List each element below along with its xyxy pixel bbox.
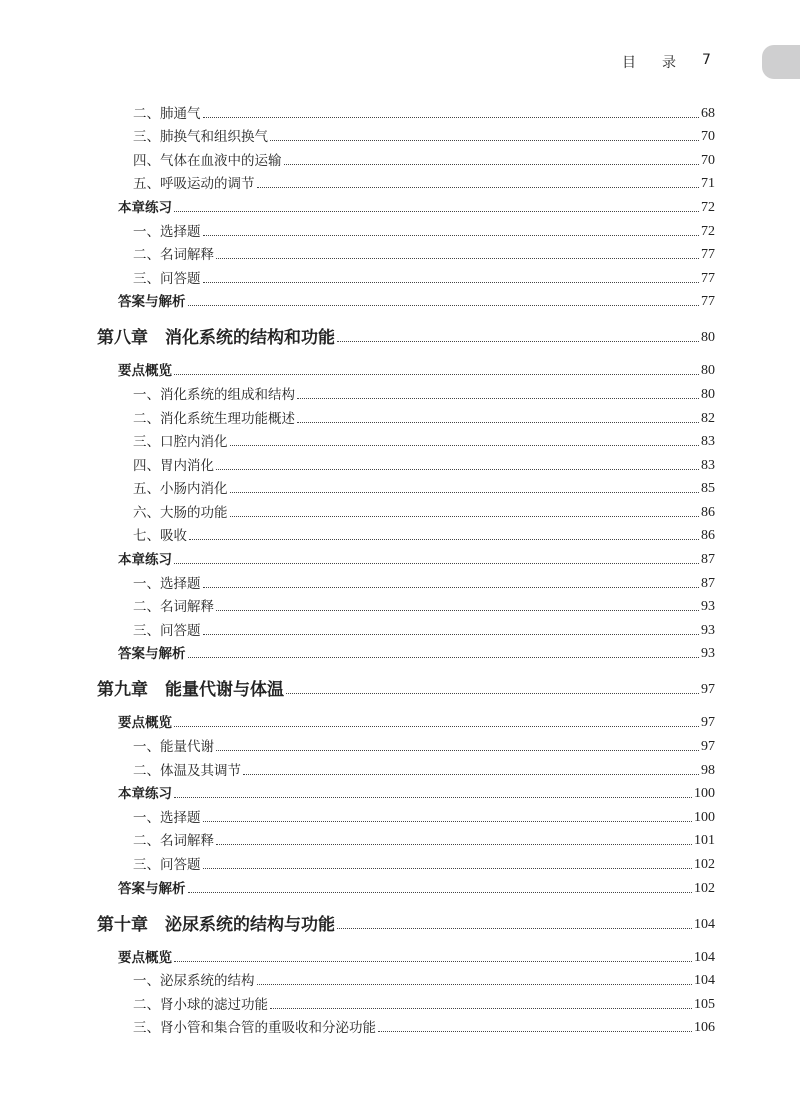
entry-title: 本章练习 bbox=[118, 786, 172, 803]
page-number: 7 bbox=[702, 52, 711, 68]
entry-page: 77 bbox=[701, 247, 715, 263]
entry-page: 85 bbox=[701, 481, 715, 497]
entry-page: 70 bbox=[701, 129, 715, 145]
dot-leader bbox=[203, 634, 700, 635]
entry-page: 70 bbox=[701, 152, 715, 168]
dot-leader bbox=[203, 235, 700, 236]
entry-page: 71 bbox=[701, 176, 715, 192]
subsection-entry[interactable] bbox=[0, 803, 715, 827]
dot-leader bbox=[203, 587, 700, 588]
subsection-entry[interactable] bbox=[0, 99, 715, 123]
dot-leader bbox=[257, 984, 693, 985]
chapter-entry[interactable] bbox=[0, 910, 715, 934]
subsection-entry[interactable] bbox=[0, 451, 715, 475]
dot-leader bbox=[174, 374, 699, 375]
entry-title: 答案与解析 bbox=[118, 646, 186, 663]
entry-title: 三、问答题 bbox=[133, 856, 201, 873]
dot-leader bbox=[216, 750, 699, 751]
subsection-entry[interactable] bbox=[0, 498, 715, 522]
dot-leader bbox=[297, 398, 699, 399]
chapter-entry[interactable] bbox=[0, 676, 715, 700]
entry-title: 一、泌尿系统的结构 bbox=[133, 973, 255, 990]
entry-page: 68 bbox=[701, 105, 715, 121]
entry-title: 答案与解析 bbox=[118, 294, 186, 311]
entry-page: 100 bbox=[694, 786, 715, 802]
entry-title: 三、问答题 bbox=[133, 622, 201, 639]
entry-title: 答案与解析 bbox=[118, 880, 186, 897]
dot-leader bbox=[230, 445, 700, 446]
dot-leader bbox=[203, 117, 700, 118]
section-entry[interactable] bbox=[0, 357, 715, 381]
entry-page: 104 bbox=[694, 949, 715, 965]
dot-leader bbox=[174, 797, 692, 798]
subsection-entry[interactable] bbox=[0, 475, 715, 499]
subsection-entry[interactable] bbox=[0, 1014, 715, 1038]
dot-leader bbox=[189, 539, 699, 540]
subsection-entry[interactable] bbox=[0, 756, 715, 780]
dot-leader bbox=[203, 821, 693, 822]
entry-page: 86 bbox=[701, 504, 715, 520]
entry-title: 要点概览 bbox=[118, 949, 172, 966]
entry-title: 三、肺换气和组织换气 bbox=[133, 129, 268, 146]
entry-title: 二、名词解释 bbox=[133, 599, 214, 616]
header-section-char-2: 录 bbox=[662, 55, 676, 71]
entry-page: 80 bbox=[701, 330, 715, 346]
dot-leader bbox=[188, 657, 700, 658]
entry-page: 80 bbox=[701, 386, 715, 402]
subsection-entry[interactable] bbox=[0, 146, 715, 170]
entry-title: 一、选择题 bbox=[133, 809, 201, 826]
entry-page: 106 bbox=[694, 1020, 715, 1036]
entry-page: 82 bbox=[701, 410, 715, 426]
entry-title: 二、肾小球的滤过功能 bbox=[133, 996, 268, 1013]
entry-title: 六、大肠的功能 bbox=[133, 504, 228, 521]
subsection-entry[interactable] bbox=[0, 616, 715, 640]
dot-leader bbox=[230, 516, 700, 517]
entry-page: 93 bbox=[701, 599, 715, 615]
subsection-entry[interactable] bbox=[0, 967, 715, 991]
dot-leader bbox=[286, 693, 699, 694]
dot-leader bbox=[216, 258, 699, 259]
dot-leader bbox=[297, 422, 699, 423]
entry-title: 三、肾小管和集合管的重吸收和分泌功能 bbox=[133, 1020, 376, 1037]
table-of-contents bbox=[0, 99, 800, 1037]
dot-leader bbox=[188, 305, 700, 306]
entry-title: 四、胃内消化 bbox=[133, 457, 214, 474]
dot-leader bbox=[337, 341, 699, 342]
entry-page: 72 bbox=[701, 223, 715, 239]
dot-leader bbox=[174, 961, 692, 962]
entry-page: 83 bbox=[701, 434, 715, 450]
entry-page: 104 bbox=[694, 973, 715, 989]
subsection-entry[interactable] bbox=[0, 569, 715, 593]
section-entry[interactable] bbox=[0, 780, 715, 804]
entry-title: 五、小肠内消化 bbox=[133, 481, 228, 498]
dot-leader bbox=[174, 726, 699, 727]
section-entry[interactable] bbox=[0, 640, 715, 664]
entry-page: 87 bbox=[701, 575, 715, 591]
subsection-entry[interactable] bbox=[0, 827, 715, 851]
subsection-entry[interactable] bbox=[0, 428, 715, 452]
entry-title: 第九章 能量代谢与体温 bbox=[97, 680, 284, 701]
subsection-entry[interactable] bbox=[0, 593, 715, 617]
subsection-entry[interactable] bbox=[0, 264, 715, 288]
dot-leader bbox=[174, 211, 699, 212]
entry-page: 100 bbox=[694, 809, 715, 825]
entry-page: 93 bbox=[701, 646, 715, 662]
dot-leader bbox=[188, 892, 693, 893]
entry-title: 三、问答题 bbox=[133, 270, 201, 287]
chapter-entry[interactable] bbox=[0, 324, 715, 348]
subsection-entry[interactable] bbox=[0, 522, 715, 546]
entry-title: 四、气体在血液中的运输 bbox=[133, 152, 282, 169]
subsection-entry[interactable] bbox=[0, 241, 715, 265]
entry-page: 77 bbox=[701, 294, 715, 310]
dot-leader bbox=[378, 1031, 692, 1032]
entry-title: 五、呼吸运动的调节 bbox=[133, 176, 255, 193]
entry-title: 一、消化系统的组成和结构 bbox=[133, 386, 295, 403]
entry-page: 97 bbox=[701, 739, 715, 754]
entry-title: 要点概览 bbox=[118, 715, 172, 732]
entry-page: 101 bbox=[694, 833, 715, 849]
entry-title: 七、吸收 bbox=[133, 528, 187, 545]
header-section-char-1: 目 bbox=[622, 55, 636, 71]
dot-leader bbox=[257, 187, 700, 188]
thumb-tab bbox=[762, 45, 800, 79]
entry-title: 三、口腔内消化 bbox=[133, 434, 228, 451]
entry-page: 102 bbox=[694, 880, 715, 896]
entry-page: 102 bbox=[694, 856, 715, 872]
entry-title: 第八章 消化系统的结构和功能 bbox=[97, 328, 335, 349]
section-entry[interactable] bbox=[0, 874, 715, 898]
subsection-entry[interactable] bbox=[0, 380, 715, 404]
entry-page: 97 bbox=[701, 715, 715, 731]
subsection-entry[interactable] bbox=[0, 732, 715, 756]
entry-title: 二、名词解释 bbox=[133, 833, 214, 850]
section-entry[interactable] bbox=[0, 709, 715, 733]
subsection-entry[interactable] bbox=[0, 123, 715, 147]
subsection-entry[interactable] bbox=[0, 404, 715, 428]
entry-page: 98 bbox=[701, 762, 715, 778]
entry-title: 本章练习 bbox=[118, 552, 172, 569]
running-header bbox=[622, 52, 711, 72]
entry-page: 86 bbox=[701, 528, 715, 544]
entry-page: 77 bbox=[701, 270, 715, 286]
entry-page: 87 bbox=[701, 552, 715, 568]
entry-title: 二、肺通气 bbox=[133, 105, 201, 122]
entry-title: 本章练习 bbox=[118, 199, 172, 216]
subsection-entry[interactable] bbox=[0, 170, 715, 194]
dot-leader bbox=[203, 868, 693, 869]
entry-title: 二、消化系统生理功能概述 bbox=[133, 410, 295, 427]
entry-page: 72 bbox=[701, 199, 715, 215]
entry-page: 93 bbox=[701, 622, 715, 638]
subsection-entry[interactable] bbox=[0, 850, 715, 874]
dot-leader bbox=[284, 164, 700, 165]
entry-page: 80 bbox=[701, 363, 715, 379]
entry-title: 一、选择题 bbox=[133, 223, 201, 240]
dot-leader bbox=[216, 610, 699, 611]
section-entry[interactable] bbox=[0, 943, 715, 967]
dot-leader bbox=[243, 774, 699, 775]
section-entry[interactable] bbox=[0, 545, 715, 569]
section-entry[interactable] bbox=[0, 193, 715, 217]
dot-leader bbox=[203, 282, 700, 283]
subsection-entry[interactable] bbox=[0, 990, 715, 1014]
entry-title: 一、能量代谢 bbox=[133, 739, 214, 755]
dot-leader bbox=[337, 928, 692, 929]
entry-page: 104 bbox=[694, 916, 715, 932]
subsection-entry[interactable] bbox=[0, 217, 715, 241]
dot-leader bbox=[270, 140, 699, 141]
entry-title: 二、体温及其调节 bbox=[133, 762, 241, 779]
entry-title: 第十章 泌尿系统的结构与功能 bbox=[97, 914, 335, 935]
entry-page: 105 bbox=[694, 996, 715, 1012]
dot-leader bbox=[230, 492, 700, 493]
entry-title: 一、选择题 bbox=[133, 575, 201, 592]
entry-page: 83 bbox=[701, 457, 715, 473]
dot-leader bbox=[216, 469, 699, 470]
entry-title: 二、名词解释 bbox=[133, 247, 214, 264]
dot-leader bbox=[174, 563, 699, 564]
section-entry[interactable] bbox=[0, 288, 715, 312]
dot-leader bbox=[216, 844, 692, 845]
entry-title: 要点概览 bbox=[118, 363, 172, 380]
entry-page: 97 bbox=[701, 682, 715, 698]
dot-leader bbox=[270, 1008, 692, 1009]
